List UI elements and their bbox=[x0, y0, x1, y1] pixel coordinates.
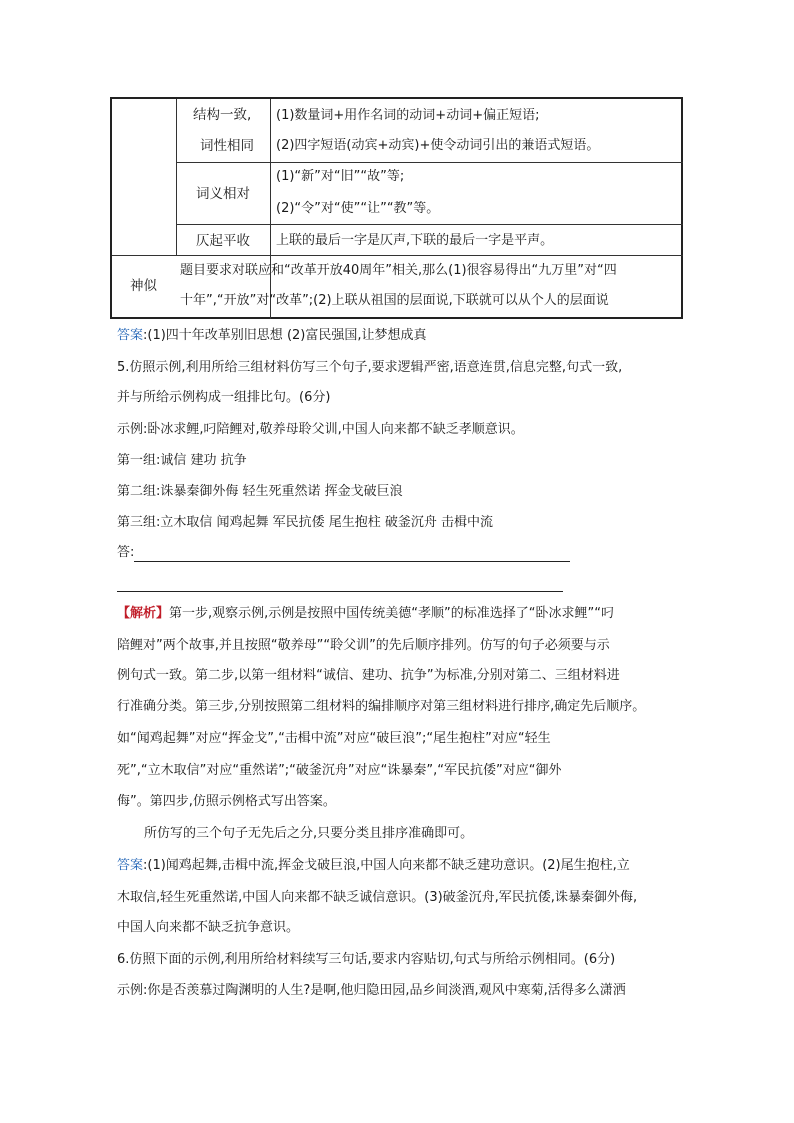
table-divider bbox=[176, 99, 177, 255]
analysis-line: 死”,“立木取信”对应“重然诺”;“破釜沉舟”对应“诛暴秦”,“军民抗倭”对应“御外 bbox=[117, 763, 562, 778]
analysis-line: 陪鲤对”两个故事,并且按照“敬养母”“聆父训”的先后顺序排列。仿写的句子必须要与示 bbox=[117, 638, 610, 653]
analysis-line: 侮”。第四步,仿照示例格式写出答案。 bbox=[117, 794, 336, 809]
question-6-example: 示例:你是否羡慕过陶渊明的人生?是啊,他归隐田园,品乡间淡酒,观风中寒菊,活得多么潇洒 bbox=[117, 983, 626, 998]
analysis-line: 如“闻鸡起舞”对应“挥金戈”,“击楫中流”对应“破巨浪”;“尾生抱柱”对应“轻生 bbox=[117, 731, 551, 746]
row1-text: (2)四字短语(动宾+动宾)+使令动词引出的兼语式短语。 bbox=[276, 138, 600, 153]
row1-label: 词性相同 bbox=[200, 138, 254, 154]
question-6: 6.仿照下面的示例,利用所给材料续写三句话,要求内容贴切,句式与所给示例相同。(6分) bbox=[117, 952, 616, 967]
table-divider bbox=[176, 162, 683, 163]
row3-text: 上联的最后一字是仄声,下联的最后一字是平声。 bbox=[276, 233, 554, 248]
analysis-line: 行准确分类。第三步,分别按照第二组材料的编排顺序对第三组材料进行排序,确定先后顺序。 bbox=[117, 699, 646, 714]
question-5: 5.仿照示例,利用所给三组材料仿写三个句子,要求逻辑严密,语意连贯,信息完整,句式一致, bbox=[117, 360, 623, 375]
table-divider bbox=[112, 255, 683, 256]
answer-label: 答案 bbox=[117, 858, 144, 873]
row4-text: 十年”,“开放”对“改革”;(2)上联从祖国的层面说,下联就可以从个人的层面说 bbox=[180, 293, 609, 308]
table-divider bbox=[270, 99, 271, 319]
row2-text: (2)“令”对“使”“让”“教”等。 bbox=[276, 201, 440, 216]
answer-q4 bbox=[117, 327, 427, 345]
question-5-line: 并与所给示例构成一组排比句。(6分) bbox=[117, 390, 331, 405]
answer-label: 答案 bbox=[117, 328, 144, 343]
answer-text: :(1)四十年改革别旧思想 (2)富民强国,让梦想成真 bbox=[143, 328, 427, 343]
row2-label: 词义相对 bbox=[196, 186, 250, 202]
row3-label: 仄起平收 bbox=[196, 233, 250, 249]
analysis-line: 【解析】第一步,观察示例,示例是按照中国传统美德“孝顺”的标准选择了“卧冰求鲤”“叼 bbox=[117, 606, 614, 621]
analysis-line: 例句式一致。第二步,以第一组材料“诚信、建功、抗争”为标准,分别对第二、三组材料进 bbox=[117, 668, 620, 683]
material-group-1: 第一组:诚信 建功 抗争 bbox=[117, 453, 247, 468]
row2-text: (1)“新”对“旧”“故”等; bbox=[276, 169, 405, 184]
analysis-tag: 【解析】 bbox=[117, 606, 170, 621]
answer-q5-line: 木取信,轻生死重然诺,中国人向来都不缺乏诚信意识。(3)破釜沉舟,军民抗倭,诛暴秦御外侮, bbox=[117, 890, 638, 905]
material-group-2: 第二组:诛暴秦御外侮 轻生死重然诺 挥金戈破巨浪 bbox=[117, 484, 403, 499]
row4-label: 神似 bbox=[130, 278, 157, 294]
answer-q5: 答案:(1)闻鸡起舞,击楫中流,挥金戈破巨浪,中国人向来都不缺乏建功意识。(2)尾生抱柱,立 bbox=[117, 858, 630, 873]
answer-blank-line bbox=[134, 561, 570, 562]
answer-blank-line bbox=[117, 591, 563, 592]
material-group-3: 第三组:立木取信 闻鸡起舞 军民抗倭 尾生抱柱 破釜沉舟 击楫中流 bbox=[117, 515, 494, 530]
answer-q5-line: 中国人向来都不缺乏抗争意识。 bbox=[117, 920, 300, 935]
row1-text: (1)数量词+用作名词的动词+动词+偏正短语; bbox=[276, 108, 540, 123]
comparison-table bbox=[110, 97, 683, 319]
row1-label: 结构一致, bbox=[193, 107, 252, 123]
answer-prompt: 答: bbox=[117, 545, 135, 560]
example-sentence: 示例:卧冰求鲤,叼陪鲤对,敬养母聆父训,中国人向来都不缺乏孝顺意识。 bbox=[117, 422, 524, 437]
table-divider bbox=[176, 224, 683, 225]
analysis-note: 所仿写的三个句子无先后之分,只要分类且排序准确即可。 bbox=[144, 826, 474, 841]
row4-text: 题目要求对联应和“改革开放40周年”相关,那么(1)很容易得出“九万里”对“四 bbox=[180, 263, 617, 278]
